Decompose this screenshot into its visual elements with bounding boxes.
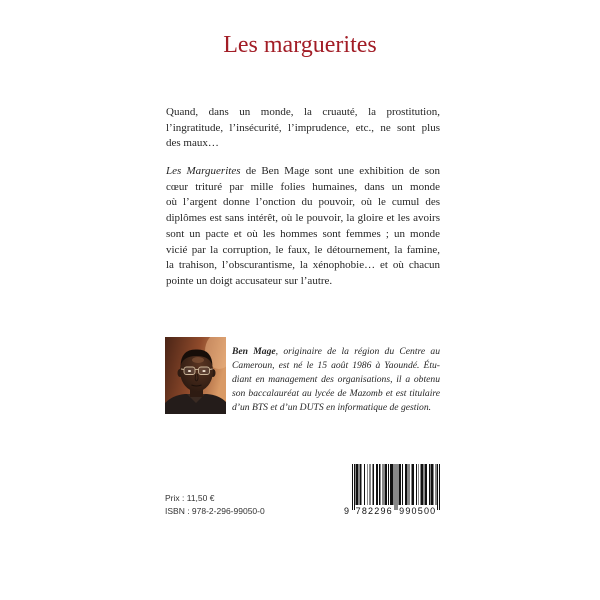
barcode-bar [390,464,394,505]
barcode-bar [376,464,378,505]
barcode-bar [364,464,365,505]
blurb-line: Quand, dans un monde, la cruauté, la prostitution, [166,106,440,118]
barcode-bar [370,464,371,505]
barcode-bar [411,464,414,505]
barcode-guard-bar [395,464,396,510]
blurb-line [166,164,440,180]
blurb-paragraph-2 [166,164,440,290]
barcode-guard-bar [352,464,353,510]
barcode-bar [431,464,434,505]
barcode-bar [379,464,381,505]
blurb-line: cœur trituré par mille folies humaines, dans un monde [166,180,440,193]
author-bio [232,345,440,415]
price-label: Prix : 11,50 € [165,493,215,503]
barcode-bar [424,464,427,505]
barcode-bars [352,464,440,510]
barcode-bar [402,464,403,505]
blurb-line: l’ingratitude, l’insécurité, l’imprudence, etc., ne sont plus [166,121,440,134]
barcode-bar [435,464,436,505]
author-portrait [165,337,226,414]
bio-line: diant en management des organisations, il a obtenu [232,374,440,385]
barcode-first-digit: 9 [344,506,350,516]
barcode-guard-bar [396,464,397,510]
blurb-line: sont un pacte et où les hommes sont femmes ; un monde [166,227,440,240]
left-eye [188,370,191,372]
barcode-guard-bar [437,464,438,510]
barcode-bar [416,464,417,505]
glasses-arm-left [181,369,184,370]
book-title: Les marguerites [223,32,377,58]
barcode-left-digits: 782296 [355,506,393,516]
barcode-bar [398,464,401,505]
barcode-bar [421,464,424,505]
barcode-bar [383,464,384,505]
bio-line [232,345,440,359]
bio-line: d’un BTS et d’un DUTS en informatique de gestion. [232,402,432,413]
forehead-highlight [192,357,204,363]
isbn-label: ISBN : 978-2-296-99050-0 [165,506,265,516]
barcode-bar [367,464,368,505]
barcode-guard-bar [439,464,440,510]
glasses-arm-right [210,369,213,370]
blurb-line: où l’argent donne l’onction du pouvoir, où le cumul des [166,196,440,209]
barcode-guard-bar [354,464,355,510]
author-photo [165,337,226,414]
barcode-bar [405,464,408,505]
barcode-bar [418,464,419,505]
barcode-bar [388,464,389,505]
barcode-bar [372,464,374,505]
blurb-line: la trahison, l’obscurantisme, la xénophobie… et où chacun [166,259,440,272]
blurb-line: diplômes est sans intérêt, où le pouvoir, la gloire et les avoirs [166,212,440,225]
barcode-bar [359,464,361,505]
bio-line: son baccalauréat au lycée de Mazomb et est titulaire [232,388,440,399]
barcode-bar [409,464,410,505]
blurb-line: des maux… [166,137,219,150]
bio-text: , originaire de la région du Centre au [275,346,441,357]
blurb-line: vicié par la corruption, le faux, le détournement, la famine, [166,243,440,256]
barcode-bar [356,464,359,505]
blurb-paragraph-1 [166,105,440,152]
book-title-italic: Les Marguerites [166,165,241,177]
ean-barcode [343,464,443,517]
barcode-bar [384,464,387,505]
blurb-line: pointe un doigt accusateur sur l’autre. [166,274,333,287]
barcode-bar [429,464,430,505]
price-isbn-block [165,492,265,518]
barcode-right-digits: 990500 [399,506,437,516]
bio-line: Cameroun, est né le 15 août 1986 à Yaoundé. Étu- [232,360,440,371]
right-eye [202,370,205,372]
blurb-text: de Ben Mage sont une exhibition de son [240,165,440,177]
author-name: Ben Mage [232,346,276,357]
